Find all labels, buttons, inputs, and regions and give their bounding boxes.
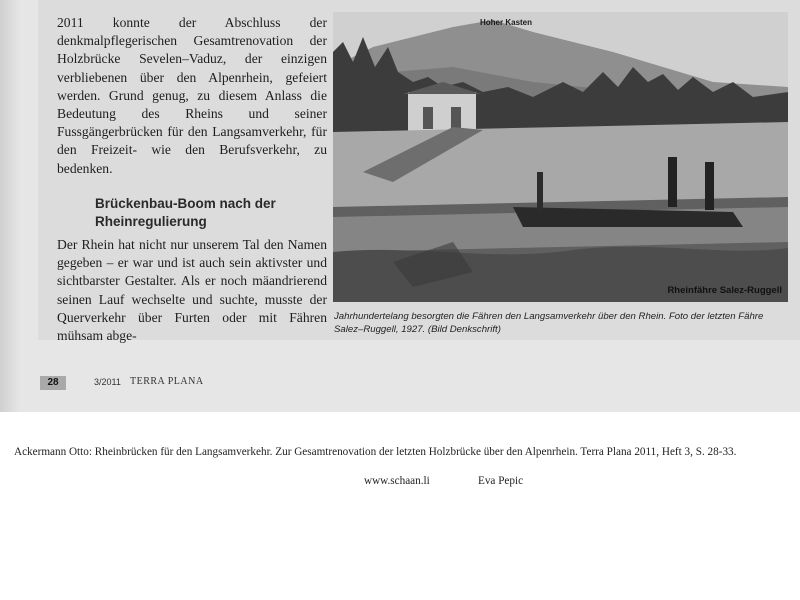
intro-paragraph: 2011 konnte der Abschluss der denkmalpflegerischen Gesamtrenovation der Holzbrücke Sevelen–Vaduz, der einzigen verbliebenen über den Alpenrhein, gefeiert werden. Grund genug, zu diesem Anlass die Bedeutung des Rheins und seiner Fussgängerbrücken für den Langsamverkehr, für den Freizeit- wie den Berufsverkehr, zu bedenken. bbox=[57, 15, 327, 176]
ferry-photo-illustration bbox=[333, 12, 788, 302]
footer-url: www.schaan.li bbox=[364, 475, 430, 487]
footer-author: Eva Pepic bbox=[478, 475, 524, 487]
section-subheading: Brückenbau-Boom nach der Rheinregulierung bbox=[95, 196, 276, 229]
section-paragraph: Der Rhein hat nicht nur unserem Tal den Namen gegeben – er war und ist auch sein aktivster und sichtbarster Gestalter. Als er noch mäandrierend seinen Lauf wechselte und suchte, musste der Querverkehr über Furten oder mit Fähren mühsam abge- bbox=[57, 237, 327, 344]
page-number: 28 bbox=[40, 376, 66, 390]
citation-text: Ackermann Otto: Rheinbrücken für den Langsamverkehr. Zur Gesamtrenovation der letzten Holzbrücke über den Alpenrhein. Terra Plana 2011, Heft 3, S. 28-33. bbox=[14, 446, 737, 458]
photo-label-ferry: Rheinfähre Salez-Ruggell bbox=[667, 285, 782, 296]
magazine-logo: TERRA PLANA bbox=[130, 376, 204, 387]
page-binding-shadow bbox=[0, 0, 20, 412]
photo-label-mountain: Hoher Kasten bbox=[480, 18, 533, 27]
issue-number: 3/2011 bbox=[94, 377, 121, 387]
historic-ferry-photo bbox=[333, 12, 788, 302]
photo-caption: Jahrhundertelang besorgten die Fähren den Langsamverkehr über den Rhein. Foto der letzten Fähre Salez–Ruggell, 1927. (Bild Denkschrift) bbox=[334, 311, 764, 335]
